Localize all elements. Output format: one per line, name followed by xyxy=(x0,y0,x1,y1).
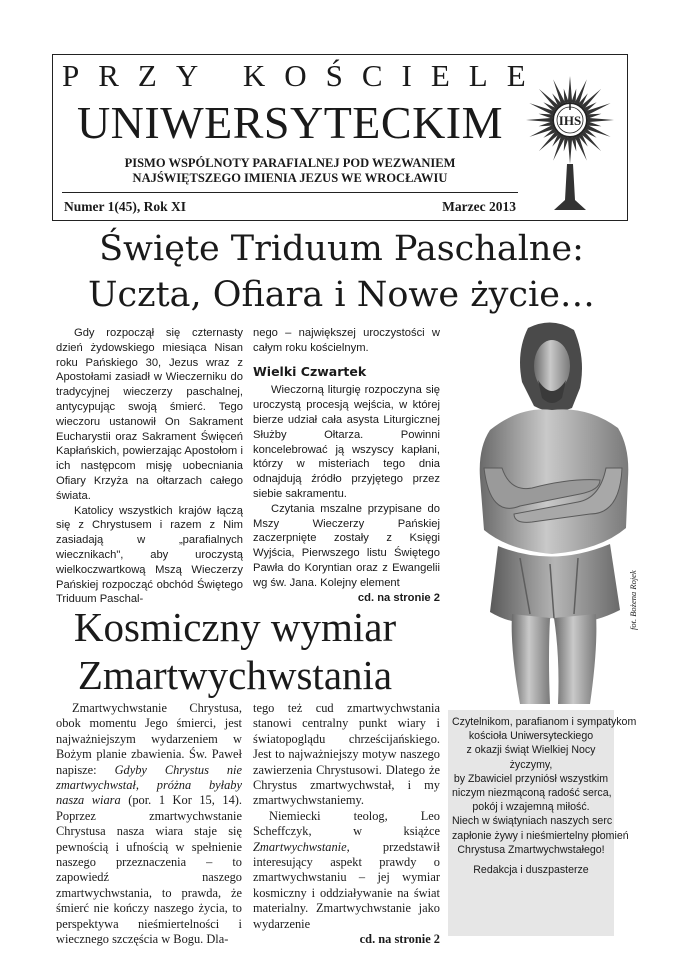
emblem-ray xyxy=(539,114,553,119)
emblem-ray xyxy=(553,136,565,161)
greeting-line: Niech w świątyniach naszych serc xyxy=(452,815,613,828)
greeting-line: by Zbawiciel przyniósł wszystkim xyxy=(453,772,609,785)
greeting-line: Chrystusa Zmartwychwstałego! xyxy=(457,843,605,856)
greeting-line: kościoła Uniwersyteckiego xyxy=(468,730,594,743)
emblem-ray xyxy=(553,79,565,104)
article1-paragraph-continuation: nego – największej uroczystości w całym roku kościelnym. xyxy=(253,327,440,354)
emblem-ray xyxy=(539,121,553,126)
article1-subheading: Wielki Czwartek xyxy=(253,363,367,379)
emblem-rays xyxy=(526,76,614,210)
emblem-stand xyxy=(554,164,586,210)
greeting-line: z okazji świąt Wielkiej Nocy xyxy=(466,744,596,757)
article1-paragraph: Czytania mszalne przypisane do Mszy Wieczerzy Pańskiej zaczerpnięte zostały z Księgi Wyjścia, Pierwszego listu Świętego Pawła do Koryntian oraz z Ewangelii wg św. Jana. Kolejny element xyxy=(253,502,440,589)
greeting-line: zapłonie żywy i nieśmiertelny płomień xyxy=(452,829,629,842)
article2-headline-line-2: Zmartwychwstania xyxy=(77,652,393,698)
easter-greeting-box xyxy=(448,710,637,936)
article2-headline-line-1: Kosmiczny wymiar xyxy=(73,604,397,650)
greeting-line: Czytelnikom, parafianom i sympatykom xyxy=(452,716,637,728)
emblem-ray xyxy=(526,118,552,122)
article2-book-title: Zmartwychwstanie, xyxy=(253,839,350,854)
article2-text: Zmartwychwstanie Chrystusa, obok momentu Jego śmierci, jest najważniejszym wydarzeniem w Bożym planie zbawienia. Św. Paweł napisze: xyxy=(56,701,242,777)
article2-continued-link[interactable]: cd. na stronie 2 xyxy=(359,932,440,947)
masthead-divider xyxy=(62,192,518,193)
article2-column-1 xyxy=(56,701,242,948)
emblem-monogram: IHS xyxy=(558,113,582,128)
masthead-subtitle xyxy=(62,156,518,186)
emblem-ray xyxy=(529,125,554,137)
emblem-ray xyxy=(529,103,554,115)
article1-paragraph: Katolicy wszystkich krajów łączą się z Chrystusem i razem z Nim zasiadają w „parafialnych wiecznikach", aby uroczystą wielkoczwartkową Mszą Wieczerzy Pańskiej rozpocząć obchód Świętego Triduum Paschal- xyxy=(56,504,243,606)
emblem-ray xyxy=(575,136,587,161)
greeting-signature: Redakcja i duszpasterze xyxy=(473,864,589,877)
emblem-ray xyxy=(586,125,611,137)
greeting-line: pokój i wzajemną miłość. xyxy=(472,801,590,814)
emblem-ray xyxy=(587,121,601,126)
article2-text: Niemiecki teolog, Leo Scheffczyk, w książce xyxy=(253,808,440,839)
issue-date: Marzec 2013 xyxy=(442,199,516,214)
article2-paragraph xyxy=(253,809,440,932)
article1-continued-link[interactable]: cd. na stronie 2 xyxy=(357,591,440,604)
article1-headline-line-2: Uczta, Ofiara i Nowe życie… xyxy=(88,275,595,315)
article1-headline-line-1: Święte Triduum Paschalne: xyxy=(99,229,584,269)
emblem-ray xyxy=(571,137,576,151)
article2-headline xyxy=(20,603,450,699)
greeting-line: życzymy, xyxy=(509,758,553,771)
article2-text: przedstawił interesujący aspekt prawdy o zmartwychwstaniu – jej wymiar kosmiczny i oddziaływanie na świat materialny. Zmartwychwstanie jako wydarzenie xyxy=(253,839,440,931)
masthead-subtitle-line-1: PISMO WSPÓLNOTY PARAFIALNEJ POD WEZWANIEM xyxy=(124,156,456,170)
article1-headline xyxy=(20,226,663,318)
emblem-ray xyxy=(588,118,614,122)
ihs-sunburst-icon xyxy=(520,60,624,216)
emblem-ray xyxy=(586,103,611,115)
emblem-ray xyxy=(575,79,587,104)
issue-number: Numer 1(45), Rok XI xyxy=(64,199,186,214)
greeting-line: niczym niezmąconą radość serca, xyxy=(452,787,612,800)
emblem-ray xyxy=(571,89,576,103)
article1-paragraph: Gdy rozpoczął się czternasty dzień żydowskiego miesiąca Nisan roku Pańskiego 30, Jezus wraz z Apostołami zasiadł w Wieczerniku do tradycyjnej wieczerzy paschalnej, antycypując swoją śmierć. Tego wieczoru ustanowił On Sakrament Eucharystii oraz Sakrament Święceń Kapłańskich, powierzając Apostołom i ich następcom misję uobecniania Ofiary Krzyża na ołtarzach całego świata. xyxy=(56,327,243,502)
article2-paragraph-continuation: tego też cud zmartwychwstania stanowi centralny punkt wiary i światopoglądu chrześcijańskiego. Jest to najważniejszy motyw naszego zawierzenia Chrystusowi. Dlatego że Chrystus zmartwychwstał, i my zmartwychwstaniemy. xyxy=(253,701,440,808)
article1-column-2 xyxy=(253,326,440,605)
masthead-title: UNIWERSYTECKIM xyxy=(76,97,504,148)
christ-statue-photo xyxy=(450,318,656,704)
article1-column-1 xyxy=(56,326,243,607)
emblem-ray xyxy=(568,138,572,164)
emblem-ray xyxy=(564,89,569,103)
emblem-ray xyxy=(587,114,601,119)
article2-text: (por. 1 Kor 15, 14). Poprzez zmartwychwstanie Chrystusa nasza wiara staje się pewnością i ufnością w spełnienie naszego przeznaczenia – to zapowiedź naszego zmartwychwstania, to prawda, że śmierć nie kończy naszego życia, to perspektywa nieśmiertelności i wiecznego szczęścia w Bogu. Dla- xyxy=(56,793,242,947)
emblem-ray xyxy=(564,137,569,151)
masthead-subtitle-line-2: NAJŚWIĘTSZEGO IMIENIA JEZUS WE WROCŁAWIU xyxy=(132,171,448,185)
article2-quote: Gdyby Chrystus nie zmartwychwstał, próżna byłaby nasza wiara xyxy=(56,762,243,808)
article2-paragraph xyxy=(56,701,242,948)
masthead-top-line: PRZY KOŚCIELE xyxy=(62,58,545,93)
photo-credit: fot. Bożena Rojek xyxy=(628,570,638,630)
article2-column-2 xyxy=(253,701,440,948)
article1-paragraph: Wieczorną liturgię rozpoczyna się uroczystą procesją wejścia, w której bierze udział cała asysta Liturgicznej Służby Ołtarza. Powinni koncelebrować ją wszyscy kapłani, którzy w misteriach tego dnia odnajdują źródło przyjętego przez siebie sakramentu. xyxy=(253,384,440,500)
emblem-ray xyxy=(568,76,572,102)
